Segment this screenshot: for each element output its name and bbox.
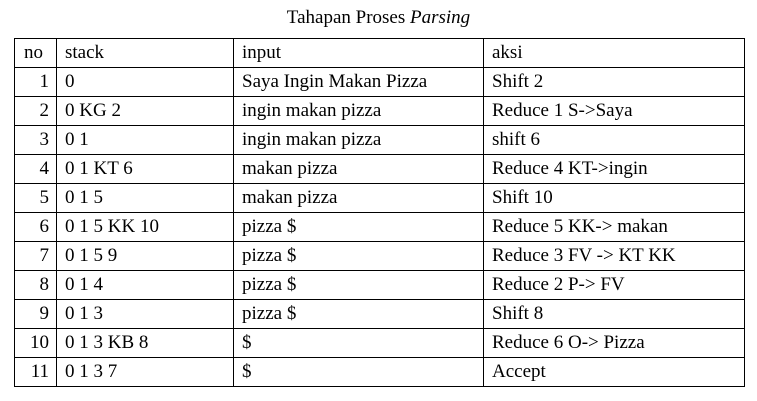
cell-no: 9	[15, 300, 57, 329]
table-row	[15, 271, 745, 300]
cell-no: 3	[15, 126, 57, 155]
table-row	[15, 155, 745, 184]
table-caption	[0, 6, 757, 30]
cell-stack: 0 1 5 9	[57, 242, 234, 271]
cell-stack: 0 1 4	[57, 271, 234, 300]
table-row	[15, 126, 745, 155]
cell-aksi: Reduce 4 KT->ingin	[484, 155, 745, 184]
table-row	[15, 300, 745, 329]
table-row	[15, 358, 745, 387]
cell-no: 4	[15, 155, 57, 184]
header-row	[15, 39, 745, 68]
cell-input: makan pizza	[234, 155, 484, 184]
cell-no: 7	[15, 242, 57, 271]
cell-aksi: Reduce 5 KK-> makan	[484, 213, 745, 242]
cell-aksi: Shift 10	[484, 184, 745, 213]
cell-aksi: Accept	[484, 358, 745, 387]
table-row	[15, 242, 745, 271]
cell-stack: 0 1 3 KB 8	[57, 329, 234, 358]
cell-no: 2	[15, 97, 57, 126]
header-no: no	[15, 39, 57, 68]
cell-input: pizza $	[234, 271, 484, 300]
cell-input: ingin makan pizza	[234, 126, 484, 155]
cell-input: Saya Ingin Makan Pizza	[234, 68, 484, 97]
cell-aksi: Reduce 1 S->Saya	[484, 97, 745, 126]
cell-no: 5	[15, 184, 57, 213]
table-row	[15, 184, 745, 213]
cell-no: 10	[15, 329, 57, 358]
parsing-table	[14, 38, 745, 387]
cell-no: 11	[15, 358, 57, 387]
cell-input: $	[234, 358, 484, 387]
cell-input: $	[234, 329, 484, 358]
caption-text: Tahapan Proses	[286, 7, 410, 28]
table-row	[15, 329, 745, 358]
header-stack: stack	[57, 39, 234, 68]
cell-no: 1	[15, 68, 57, 97]
cell-stack: 0 1 5 KK 10	[57, 213, 234, 242]
cell-stack: 0 KG 2	[57, 97, 234, 126]
cell-stack: 0 1 3	[57, 300, 234, 329]
cell-input: pizza $	[234, 300, 484, 329]
cell-input: pizza $	[234, 213, 484, 242]
cell-aksi: Reduce 2 P-> FV	[484, 271, 745, 300]
cell-aksi: Shift 2	[484, 68, 745, 97]
table-row	[15, 68, 745, 97]
cell-aksi: Reduce 3 FV -> KT KK	[484, 242, 745, 271]
cell-aksi: Reduce 6 O-> Pizza	[484, 329, 745, 358]
cell-aksi: shift 6	[484, 126, 745, 155]
cell-no: 6	[15, 213, 57, 242]
cell-input: pizza $	[234, 242, 484, 271]
header-input: input	[234, 39, 484, 68]
cell-stack: 0 1 3 7	[57, 358, 234, 387]
table-row	[15, 213, 745, 242]
cell-aksi: Shift 8	[484, 300, 745, 329]
cell-stack: 0 1 KT 6	[57, 155, 234, 184]
cell-stack: 0 1 5	[57, 184, 234, 213]
cell-input: makan pizza	[234, 184, 484, 213]
header-aksi: aksi	[484, 39, 745, 68]
cell-input: ingin makan pizza	[234, 97, 484, 126]
table-row	[15, 97, 745, 126]
caption-emphasis: Parsing	[410, 7, 471, 28]
cell-stack: 0	[57, 68, 234, 97]
cell-stack: 0 1	[57, 126, 234, 155]
cell-no: 8	[15, 271, 57, 300]
